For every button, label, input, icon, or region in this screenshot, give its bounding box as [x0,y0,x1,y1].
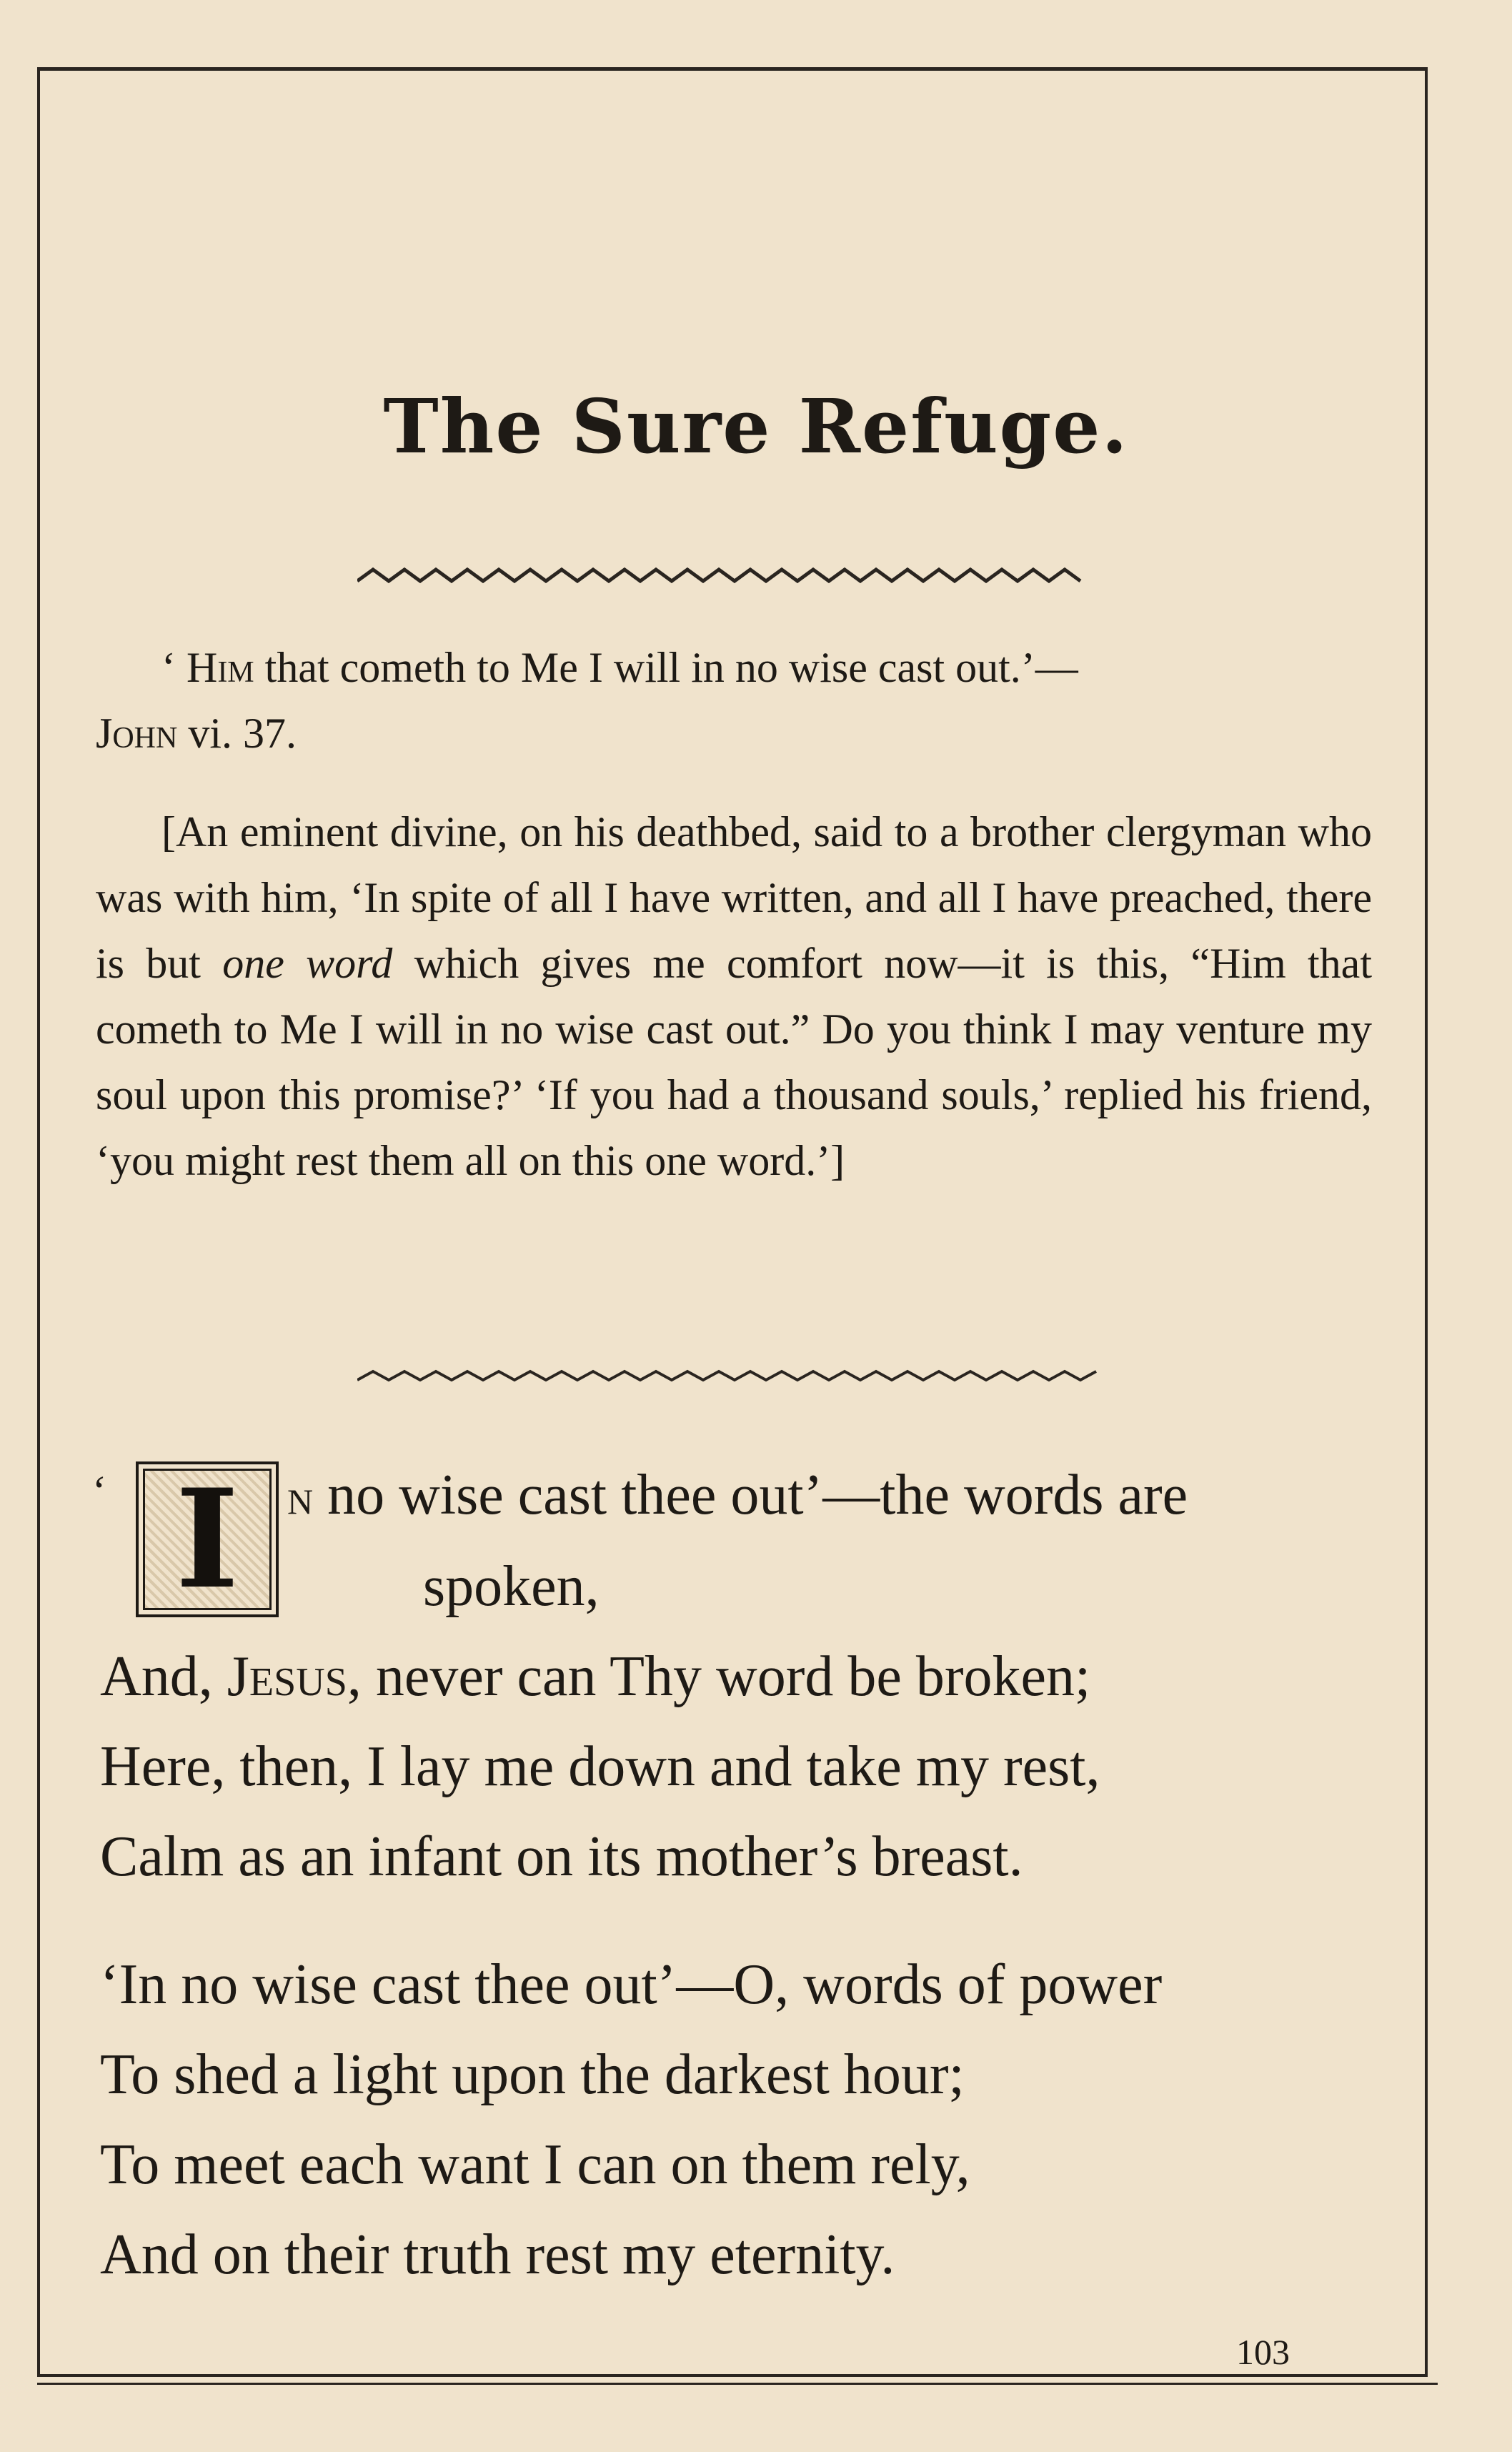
anecdote-part-1: [An eminent divine, on his deathbed, said to a brother clergyman who was with him, ‘In spite of all I have written, and all I have preached, there is but [96,808,1372,987]
page-title: The Sure Refuge. [383,382,1129,470]
epigraph-reference-book: John [96,710,178,757]
poem-line-1 [100,1450,1386,1542]
poem-line-2 [100,1632,1386,1722]
drop-cap-letter: I [143,1469,272,1610]
epigraph-reference-verse: vi. 37. [177,710,297,757]
poem-line-6: To shed a light upon the darkest hour; [100,2043,965,2106]
poem-stanza-2 [100,1940,1386,2300]
bottom-rule [37,2383,1438,2385]
poem-line-3: Here, then, I lay me down and take my rest, [100,1735,1100,1798]
poem-stanza-1 [90,1450,1386,1902]
ornamental-rule-middle [357,1366,1100,1385]
anecdote-part-2: which gives me comfort now—it is this, “Him that cometh to Me I will in no wise cast out.” Do you think I may venture my soul upon this promise?’ ‘If you had a thousand souls,’ replied his friend, ‘you might rest them all on this one word.’] [96,940,1372,1184]
anecdote-paragraph [96,799,1372,1193]
poem-first-line [90,1450,1386,1632]
poem-line-2-jesus: Jesus [227,1645,347,1708]
poem-line-1-text: no wise cast thee out’—the words are [313,1464,1188,1527]
poem-line-2-a: And, [100,1645,227,1708]
ornamental-rule-top [357,565,1093,586]
drop-cap-letter-box [136,1461,279,1617]
poem-line-8: And on their truth rest my eternity. [100,2223,895,2286]
poem-line-1-continuation: spoken, [423,1555,600,1618]
poem-line-4: Calm as an infant on its mother’s breast. [100,1825,1023,1888]
poem-open-quote: ‘ [90,1467,104,1514]
epigraph [96,635,1372,766]
poem-line-5: ‘In no wise cast thee out’—O, words of power [100,1953,1163,2016]
epigraph-text: that cometh to Me I will in no wise cast out.’— [254,644,1078,691]
poem-line-7: To meet each want I can on them rely, [100,2133,970,2196]
poem-line-2-b: , never can Thy word be broken; [347,1645,1091,1708]
epigraph-open-quote: ‘ [161,644,186,691]
anecdote-emphasis: one word [222,940,393,987]
page-number: 103 [1236,2332,1290,2372]
poem-line-1-smallcap: n [287,1468,314,1525]
epigraph-him: Him [186,644,254,691]
